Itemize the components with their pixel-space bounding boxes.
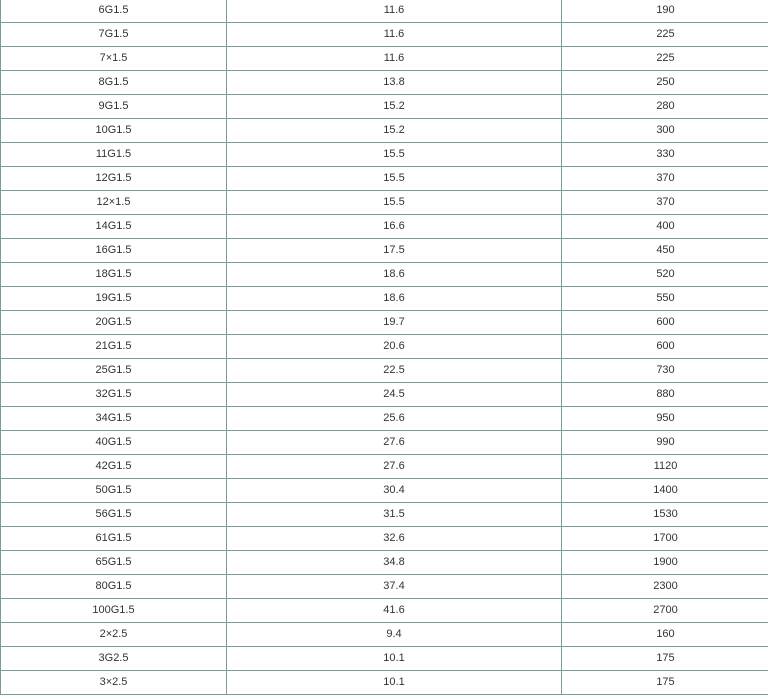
weight-cell: 1700 <box>562 527 768 551</box>
table-row <box>1 191 768 215</box>
cable-size-cell: 12G1.5 <box>1 167 227 191</box>
cable-size-cell: 8G1.5 <box>1 71 227 95</box>
cable-size-cell: 56G1.5 <box>1 503 227 527</box>
weight-cell: 370 <box>562 191 768 215</box>
table-row <box>1 647 768 671</box>
table-row <box>1 479 768 503</box>
diameter-cell: 11.6 <box>227 23 562 47</box>
diameter-cell: 32.6 <box>227 527 562 551</box>
cable-size-cell: 32G1.5 <box>1 383 227 407</box>
cable-size-cell: 50G1.5 <box>1 479 227 503</box>
cable-size-cell: 19G1.5 <box>1 287 227 311</box>
diameter-cell: 37.4 <box>227 575 562 599</box>
cable-size-cell: 11G1.5 <box>1 143 227 167</box>
cable-size-cell: 65G1.5 <box>1 551 227 575</box>
table-row <box>1 71 768 95</box>
diameter-cell: 22.5 <box>227 359 562 383</box>
diameter-cell: 41.6 <box>227 599 562 623</box>
cable-size-cell: 16G1.5 <box>1 239 227 263</box>
table-row <box>1 383 768 407</box>
diameter-cell: 30.4 <box>227 479 562 503</box>
diameter-cell: 16.6 <box>227 215 562 239</box>
cable-size-cell: 21G1.5 <box>1 335 227 359</box>
weight-cell: 550 <box>562 287 768 311</box>
diameter-cell: 24.5 <box>227 383 562 407</box>
table-body <box>1 0 768 695</box>
diameter-cell: 13.8 <box>227 71 562 95</box>
table-row <box>1 407 768 431</box>
table-row <box>1 119 768 143</box>
diameter-cell: 10.1 <box>227 647 562 671</box>
table-row <box>1 143 768 167</box>
table-row <box>1 263 768 287</box>
weight-cell: 370 <box>562 167 768 191</box>
weight-cell: 600 <box>562 335 768 359</box>
diameter-cell: 9.4 <box>227 623 562 647</box>
diameter-cell: 18.6 <box>227 263 562 287</box>
table-row <box>1 623 768 647</box>
weight-cell: 880 <box>562 383 768 407</box>
cable-size-cell: 3×2.5 <box>1 671 227 695</box>
cable-size-cell: 10G1.5 <box>1 119 227 143</box>
weight-cell: 990 <box>562 431 768 455</box>
table-row <box>1 527 768 551</box>
diameter-cell: 19.7 <box>227 311 562 335</box>
table-row <box>1 23 768 47</box>
cable-size-cell: 61G1.5 <box>1 527 227 551</box>
cable-size-cell: 100G1.5 <box>1 599 227 623</box>
table-row <box>1 359 768 383</box>
cable-size-cell: 7×1.5 <box>1 47 227 71</box>
cable-size-cell: 2×2.5 <box>1 623 227 647</box>
weight-cell: 1530 <box>562 503 768 527</box>
weight-cell: 400 <box>562 215 768 239</box>
weight-cell: 175 <box>562 671 768 695</box>
diameter-cell: 15.2 <box>227 95 562 119</box>
diameter-cell: 10.1 <box>227 671 562 695</box>
table-row <box>1 287 768 311</box>
cable-size-cell: 14G1.5 <box>1 215 227 239</box>
table-row <box>1 215 768 239</box>
table-row <box>1 0 768 23</box>
table-row <box>1 335 768 359</box>
cable-size-cell: 9G1.5 <box>1 95 227 119</box>
diameter-cell: 17.5 <box>227 239 562 263</box>
table-row <box>1 551 768 575</box>
table-row <box>1 95 768 119</box>
weight-cell: 520 <box>562 263 768 287</box>
table-row <box>1 239 768 263</box>
diameter-cell: 25.6 <box>227 407 562 431</box>
weight-cell: 950 <box>562 407 768 431</box>
cable-size-cell: 3G2.5 <box>1 647 227 671</box>
diameter-cell: 15.5 <box>227 167 562 191</box>
weight-cell: 730 <box>562 359 768 383</box>
weight-cell: 160 <box>562 623 768 647</box>
cable-size-cell: 6G1.5 <box>1 0 227 23</box>
weight-cell: 225 <box>562 23 768 47</box>
weight-cell: 1400 <box>562 479 768 503</box>
weight-cell: 330 <box>562 143 768 167</box>
table-row <box>1 47 768 71</box>
table-row <box>1 671 768 695</box>
cable-size-cell: 12×1.5 <box>1 191 227 215</box>
cable-size-cell: 7G1.5 <box>1 23 227 47</box>
cable-size-cell: 25G1.5 <box>1 359 227 383</box>
weight-cell: 190 <box>562 0 768 23</box>
diameter-cell: 31.5 <box>227 503 562 527</box>
cable-size-cell: 40G1.5 <box>1 431 227 455</box>
table-row <box>1 167 768 191</box>
diameter-cell: 18.6 <box>227 287 562 311</box>
diameter-cell: 15.2 <box>227 119 562 143</box>
weight-cell: 280 <box>562 95 768 119</box>
weight-cell: 2300 <box>562 575 768 599</box>
weight-cell: 250 <box>562 71 768 95</box>
cable-size-cell: 80G1.5 <box>1 575 227 599</box>
table-row <box>1 575 768 599</box>
cable-size-cell: 42G1.5 <box>1 455 227 479</box>
diameter-cell: 11.6 <box>227 0 562 23</box>
table-row <box>1 455 768 479</box>
table-row <box>1 311 768 335</box>
diameter-cell: 11.6 <box>227 47 562 71</box>
diameter-cell: 20.6 <box>227 335 562 359</box>
diameter-cell: 15.5 <box>227 143 562 167</box>
cable-size-cell: 18G1.5 <box>1 263 227 287</box>
weight-cell: 600 <box>562 311 768 335</box>
weight-cell: 175 <box>562 647 768 671</box>
diameter-cell: 27.6 <box>227 431 562 455</box>
weight-cell: 225 <box>562 47 768 71</box>
diameter-cell: 27.6 <box>227 455 562 479</box>
diameter-cell: 34.8 <box>227 551 562 575</box>
cable-size-cell: 34G1.5 <box>1 407 227 431</box>
weight-cell: 1120 <box>562 455 768 479</box>
cable-size-cell: 20G1.5 <box>1 311 227 335</box>
weight-cell: 1900 <box>562 551 768 575</box>
diameter-cell: 15.5 <box>227 191 562 215</box>
weight-cell: 450 <box>562 239 768 263</box>
weight-cell: 300 <box>562 119 768 143</box>
table-row <box>1 431 768 455</box>
weight-cell: 2700 <box>562 599 768 623</box>
table-row <box>1 503 768 527</box>
table-row <box>1 599 768 623</box>
